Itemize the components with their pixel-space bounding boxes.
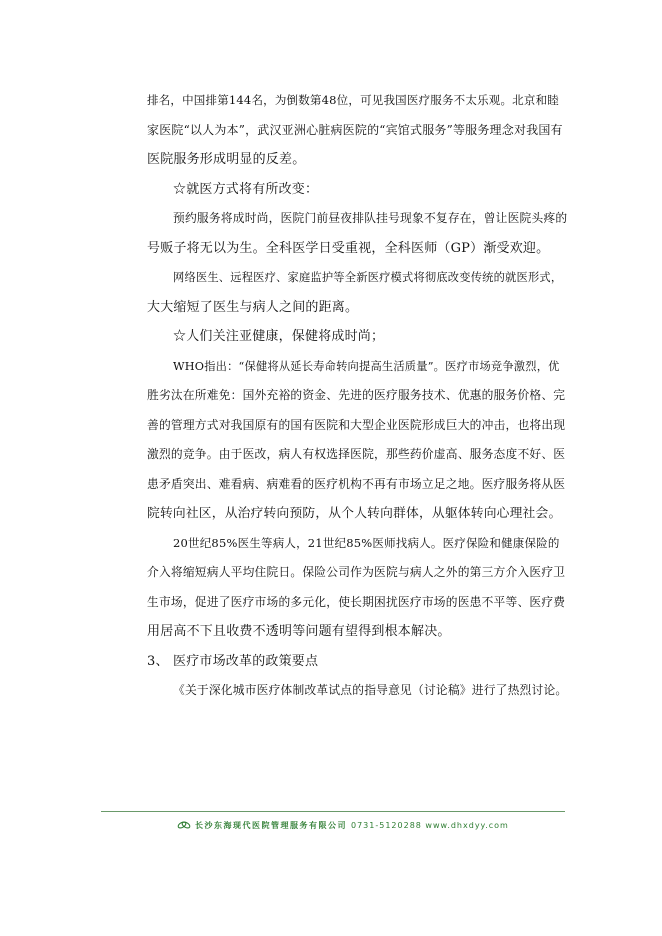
document-body: [147, 86, 567, 706]
footer-contact-info: 0731-5120288 www.dhxdyy.com: [351, 820, 509, 830]
paragraph-line: 3、 医疗市场改革的政策要点: [147, 653, 319, 669]
paragraph-line: 用居高不下且收费不透明等问题有望得到根本解决。: [147, 624, 451, 639]
leaf-logo-icon: [177, 819, 191, 831]
paragraph-line: 院转向社区，从治疗转向预防，从个人转向群体，从躯体转向心理社会。: [147, 506, 562, 521]
footer-company-name: 长沙东海现代医院管理服务有限公司: [195, 820, 347, 830]
paragraph-line: 预约服务将成时尚，医院门前昼夜排队挂号现象不复存在，曾让医院头疼的: [173, 211, 568, 225]
paragraph-line: 号贩子将无以为生。全科医学日受重视，全科医师（GP）渐受欢迎。: [147, 240, 550, 256]
paragraph-line: 胜劣汰在所难免：国外充裕的资金、先进的医疗服务技术、优惠的服务价格、完: [147, 388, 566, 402]
paragraph-line: WHO指出：“保健将从延长寿命转向提高生活质量”。医疗市场竞争激烈，优: [173, 359, 560, 373]
footer-divider: [101, 811, 565, 812]
paragraph-line: 介入将缩短病人平均住院日。保险公司作为医院与病人之外的第三方介入医疗卫: [147, 565, 566, 579]
paragraph-line: 患矛盾突出、难看病、病难看的医疗机构不再有市场立足之地。医疗服务将从医: [147, 476, 566, 491]
paragraph-line: 家医院“以人为本”，武汉亚洲心脏病医院的“宾馆式服务”等服务理念对我国有: [147, 122, 563, 137]
paragraph-line: 激烈的竞争。由于医改，病人有权选择医院，那些药价虚高、服务态度不好、医: [147, 447, 566, 461]
paragraph-line: 20世纪85%医生等病人，21世纪85%医师找病人。医疗保险和健康保险的: [173, 535, 560, 550]
paragraph-line: 生市场，促进了医疗市场的多元化，使长期困扰医疗市场的医患不平等、医疗费: [147, 594, 566, 609]
paragraph-line: 排名，中国排第144名，为倒数第48位，可见我国医疗服务不太乐观。北京和睦: [147, 93, 559, 107]
paragraph-line: 网络医生、远程医疗、家庭监护等全新医疗模式将彻底改变传统的就医形式，: [173, 271, 563, 284]
paragraph-line: 大大缩短了医生与病人之间的距离。: [147, 299, 359, 315]
paragraph-line: ☆人们关注亚健康，保健将成时尚；: [173, 329, 385, 344]
paragraph-line: ☆就医方式将有所改变：: [173, 181, 319, 197]
paragraph-line: 《关于深化城市医疗体制改革试点的指导意见（讨论稿》进行了热烈讨论。: [173, 683, 568, 697]
paragraph-line: 善的管理方式对我国原有的国有医院和大型企业医院形成巨大的冲击，也将出现: [147, 417, 566, 432]
paragraph-line: 医院服务形成明显的反差。: [147, 152, 306, 167]
page-footer: [177, 817, 509, 833]
